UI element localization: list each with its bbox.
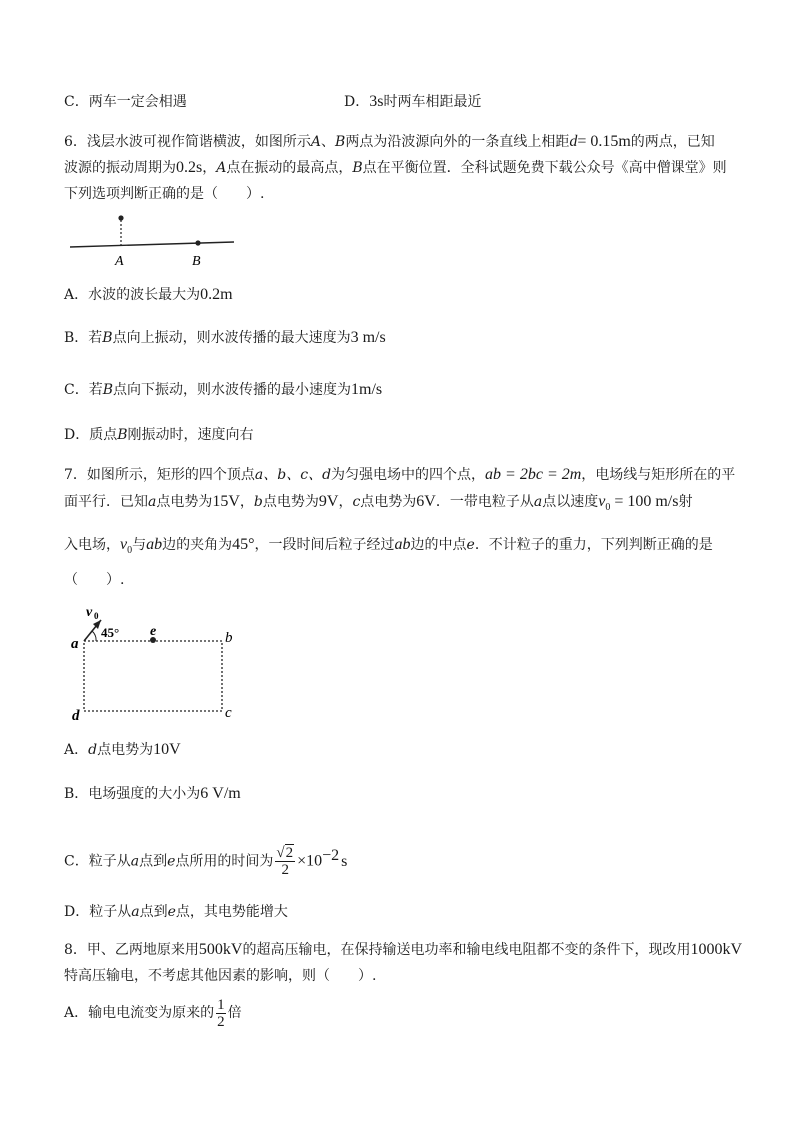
q5-option-d	[344, 92, 481, 112]
wave-baseline	[70, 242, 234, 247]
text-segment: A	[216, 160, 227, 176]
math-value: 3s	[369, 93, 384, 110]
text-segment: A．水波的波长最大为	[64, 287, 201, 303]
text-segment: B	[117, 427, 128, 443]
option-text: 时两车相距最近	[383, 94, 482, 110]
text-segment: 2	[281, 862, 289, 879]
q6-stem-line2	[64, 158, 727, 178]
text-segment: A．	[64, 742, 89, 758]
text-segment: ，一段时间后粒子经过	[254, 537, 395, 553]
text-segment: 点在振动的最高点，	[226, 160, 353, 176]
text-segment: 2	[285, 845, 294, 862]
text-segment: d	[72, 708, 80, 724]
text-segment: = 100 m/s	[610, 493, 679, 510]
text-segment: A	[310, 134, 322, 150]
text-segment: 1m/s	[351, 381, 383, 398]
text-segment: 为匀强电场中的四个点，	[331, 467, 486, 483]
text-segment: 500kV	[198, 941, 243, 958]
text-segment: 0	[127, 544, 133, 556]
text-segment: ，	[338, 494, 353, 510]
q8-stem-line1	[64, 940, 742, 960]
text-segment: = 0.15m	[577, 133, 631, 150]
q5-option-c: C．两车一定会相遇	[64, 94, 187, 110]
text-segment: 0.2s	[176, 159, 203, 176]
text-segment: ．不计粒子的重力，下列判断正确的是	[474, 537, 713, 553]
text-segment: a	[148, 494, 157, 510]
text-segment: ，电场线与矩形所在的平	[581, 467, 736, 483]
text-segment: D．质点	[64, 427, 118, 443]
point-b-dot	[195, 240, 200, 245]
text-segment: ab	[394, 536, 411, 553]
text-segment: 8．甲、乙两地原来用	[64, 942, 199, 958]
text-segment: 0.2m	[200, 286, 233, 303]
text-segment: 面平行．已知	[64, 494, 148, 510]
text-segment: C．粒子从	[64, 853, 131, 870]
text-segment: 点以速度	[542, 494, 599, 510]
point-a-top-dot	[118, 215, 123, 220]
text-segment: 15V	[212, 493, 240, 510]
text-segment: 2	[217, 1013, 225, 1030]
label-v0	[86, 605, 93, 620]
q7-option-a	[64, 740, 181, 760]
text-segment: 1	[217, 996, 225, 1013]
text-segment: c	[225, 705, 232, 721]
text-segment: a	[71, 636, 79, 652]
text-segment: e	[466, 537, 475, 553]
text-segment: B	[352, 160, 363, 176]
text-segment: ，	[202, 160, 217, 176]
text-segment: 倍	[227, 1005, 242, 1021]
text-segment: 45°	[232, 536, 255, 553]
q6-wave-figure	[64, 210, 244, 270]
text-segment: ab	[146, 536, 163, 553]
option-label: D．	[344, 94, 370, 110]
text-segment: 点在平衡位置．全科试题免费下载公众号《高中僧课堂》则	[362, 160, 727, 176]
text-segment: 的超高压输电，在保持输送电功率和输电线电阻都不变的条件下，现改用	[242, 942, 691, 958]
text-segment: 0	[94, 611, 99, 621]
text-segment: 边的夹角为	[162, 537, 233, 553]
angle-arc	[92, 631, 96, 641]
q6-option-a	[64, 285, 233, 305]
text-segment: v	[86, 605, 93, 620]
text-segment: 点电势为	[97, 742, 154, 758]
text-segment: 6V	[416, 493, 436, 510]
text-segment: 6 V/m	[200, 785, 241, 802]
text-segment: d	[569, 133, 578, 150]
fraction-one-half	[216, 997, 226, 1030]
q7-stem-line3	[64, 535, 713, 561]
text-segment: 点，其电势能增大	[175, 904, 288, 920]
text-segment: ，	[239, 494, 254, 510]
text-segment: D．粒子从	[64, 904, 132, 920]
label-c	[225, 705, 232, 721]
text-segment: 点到	[139, 904, 168, 920]
rectangle-abcd	[84, 641, 222, 711]
label-angle	[101, 625, 119, 640]
text-segment: 点向上振动，则水波传播的最大速度为	[112, 330, 351, 346]
text-segment: ×10	[297, 852, 323, 870]
q6-option-b	[64, 328, 386, 348]
text-segment: C．若	[64, 382, 103, 398]
text-segment: 的两点，已知	[630, 134, 715, 150]
label-d	[72, 708, 80, 724]
text-segment: 0	[605, 501, 611, 513]
text-segment: 波源的振动周期为	[64, 160, 176, 176]
text-segment: A．输电电流变为原来的	[64, 1005, 215, 1021]
text-segment: 边的中点	[410, 537, 467, 553]
text-segment: v	[120, 536, 128, 553]
text-segment: ab = 2bc = 2m	[485, 466, 582, 483]
text-segment: B	[335, 134, 346, 150]
q8-option-a	[64, 995, 242, 1031]
text-segment: v	[598, 493, 606, 510]
text-segment: s	[341, 852, 348, 870]
q7-rectangle-figure	[64, 600, 254, 725]
q6-stem-line3: 下列选项判断正确的是（ ）.	[64, 186, 265, 202]
q6-stem-line1	[64, 132, 715, 152]
q7-stem-line2	[64, 492, 692, 518]
text-segment: 1000kV	[690, 941, 743, 958]
text-segment: a	[131, 904, 140, 920]
q7-option-b	[64, 784, 241, 804]
q7-stem-line1	[64, 465, 735, 485]
text-segment: b	[253, 494, 263, 510]
text-segment: B．若	[64, 330, 103, 346]
text-segment: 点所用的时间为	[175, 853, 274, 870]
q6-option-d	[64, 425, 254, 445]
label-a: A	[115, 254, 124, 269]
text-segment: 刚振动时，速度向右	[127, 427, 254, 443]
label-b: B	[192, 254, 201, 269]
text-segment: c	[352, 494, 361, 510]
text-segment: 45°	[101, 625, 120, 640]
text-segment: 点电势为	[360, 494, 417, 510]
text-segment: 入电场，	[64, 537, 120, 553]
text-segment: 9V	[318, 493, 339, 510]
text-segment: a	[533, 494, 543, 510]
q7-option-c	[64, 838, 347, 880]
text-segment: −2	[322, 847, 340, 864]
text-segment: 与	[132, 537, 147, 553]
text-segment: b	[225, 630, 233, 646]
fraction-sqrt2-over-2: $\frac{√2}{2}$	[276, 845, 294, 879]
text-segment: B	[102, 330, 113, 346]
text-segment: B．电场强度的大小为	[64, 786, 201, 802]
label-e	[150, 624, 156, 639]
text-segment: 点电势为	[262, 494, 319, 510]
text-segment: 7．如图所示，矩形的四个顶点	[64, 467, 255, 483]
text-segment: 6．浅层水波可视作简谐横波，如图所示	[64, 134, 311, 150]
text-segment: a	[130, 853, 140, 870]
text-segment: 两点为沿波源向外的一条直线上相距	[345, 134, 570, 150]
text-segment: e	[167, 904, 176, 920]
text-segment: ．一带电粒子从	[435, 494, 534, 510]
label-a	[71, 636, 79, 652]
text-segment: 点电势为	[156, 494, 213, 510]
text-segment: 射	[678, 494, 693, 510]
q7-stem-line4: （ ）.	[64, 572, 125, 588]
text-segment: 3 m/s	[350, 329, 386, 346]
text-segment: d	[88, 742, 98, 758]
label-v0-sub	[94, 611, 99, 621]
q6-option-c	[64, 380, 382, 400]
text-segment: a、b、c、d	[254, 467, 332, 483]
text-segment: 10V	[153, 741, 181, 758]
text-segment: 点到	[139, 853, 168, 870]
q7-option-d	[64, 902, 288, 922]
text-segment: 、	[321, 134, 336, 150]
text-segment: e	[167, 853, 176, 870]
text-segment: e	[150, 624, 157, 639]
text-segment: 点向下振动，则水波传播的最小速度为	[113, 382, 352, 398]
q8-stem-line2: 特高压输电，不考虑其他因素的影响，则（ ）.	[64, 968, 377, 984]
text-segment: B	[102, 382, 114, 398]
label-b	[225, 630, 233, 646]
